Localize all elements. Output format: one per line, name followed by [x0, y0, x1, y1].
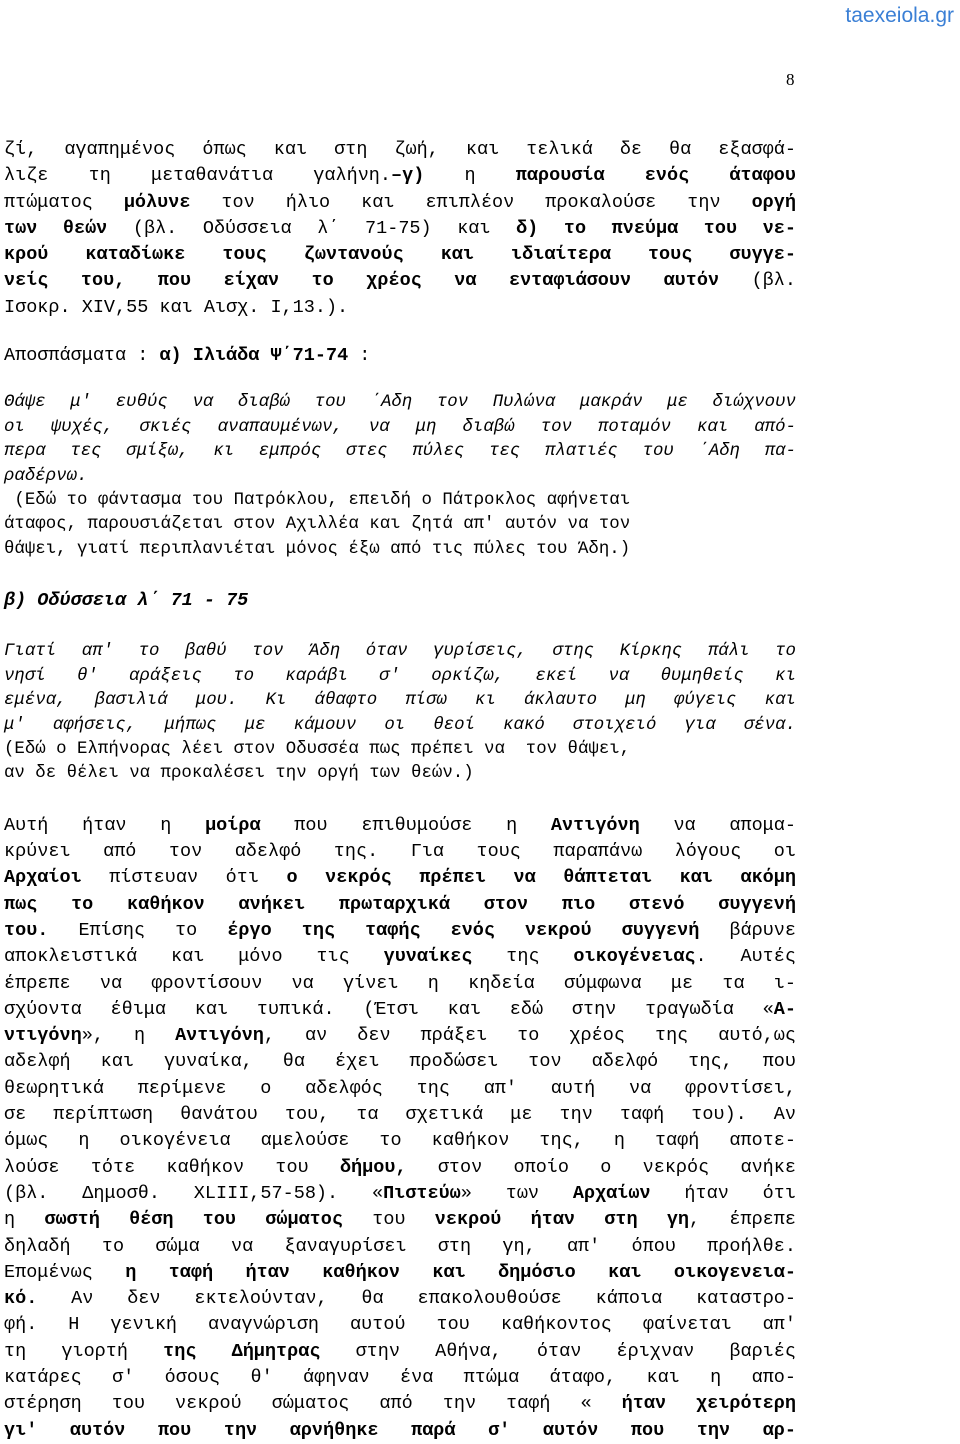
- text-run: μ′ αφήσεις, μήπως με κάμουν οι θεοί κακό στοιχειό για σένα.: [4, 715, 796, 735]
- bold-text: Αντιγόνη: [175, 1025, 264, 1047]
- text-run: :: [348, 345, 371, 367]
- text-run: (Εδώ ο Ελπήνορας λέει στον Οδυσσέα πως πρέπει να τον θάψει,: [4, 739, 631, 759]
- bold-text: Αρχαίων: [572, 1182, 651, 1204]
- bold-text: Αντιγόνη: [550, 814, 640, 836]
- text-run: στον οποίο ο νεκρός ανήκε: [406, 1156, 796, 1178]
- bold-text: ντιγόνη: [4, 1025, 82, 1047]
- text-line: [4, 465, 796, 489]
- text-run: περα τες σμίξω, κι εμπρός στες πύλες τες πλατιές του ΄Αδη πα-: [4, 442, 796, 462]
- text-line: [4, 762, 796, 786]
- text-run: λιζε τη μεταθανάτια γαλήνη.: [4, 165, 391, 187]
- text-line: [4, 1365, 796, 1391]
- text-line: [4, 839, 796, 865]
- text-run: . Αυτές: [695, 946, 796, 968]
- bold-text: οργή: [751, 191, 796, 213]
- text-run: σχύοντα έθιμα και τυπικά. (Έτσι και εδώ στην τραγωδία «: [4, 998, 774, 1020]
- text-run: πτώματος: [4, 191, 124, 213]
- iliad-note: [4, 489, 796, 562]
- text-run: τον ήλιο και επιπλέον προκαλούσε την: [190, 191, 752, 213]
- text-line: [4, 1102, 796, 1128]
- bold-text: νείς του, που είχαν το χρέος να ενταφιάσουν αυτόν: [4, 270, 720, 292]
- text-run: στέρηση του νεκρού σώματος από την ταφή «: [4, 1393, 622, 1415]
- text-run: δηλαδή το σώμα να ξαναγυρίσει στη γη, απ′ όπου προήλθε.: [4, 1235, 796, 1257]
- text-line: [4, 813, 796, 839]
- bold-text: του.: [4, 919, 49, 941]
- text-line: [4, 1128, 796, 1154]
- text-line: [4, 295, 796, 321]
- text-run: η: [424, 165, 516, 187]
- bold-text: –γ): [391, 165, 425, 187]
- odyssey-heading: β) Οδύσσεια λ΄ 71 - 75: [4, 590, 249, 612]
- text-run: πίστευαν ότι: [81, 867, 287, 889]
- text-run: θεωρητικά περίμενε ο αδελφός της απ′ αυτή να φροντίσει,: [4, 1077, 796, 1099]
- text-line: [4, 1076, 796, 1102]
- text-run: αποκλειστικά και μόνο τις: [4, 946, 384, 968]
- text-run: νησί θ' αράξεις το καράβι σ' ορκίζω, εκεί να θυμηθείς κι: [4, 666, 796, 686]
- paragraph-antigone: [4, 813, 796, 1444]
- text-line: [4, 1339, 796, 1365]
- text-run: ζί, αγαπημένος όπως και στη ζωή, και τελικά δε θα εξασφά-: [4, 139, 796, 160]
- text-run: όμως η οικογένεια αμελούσε το καθήκον της, η ταφή αποτε-: [4, 1130, 796, 1152]
- text-run: (βλ. Δημοσθ. XLIII,57-58). «: [4, 1182, 384, 1204]
- bold-text: έργο της ταφής ενός νεκρού συγγενή: [227, 919, 700, 941]
- text-run: Αυτή ήταν η: [4, 814, 206, 836]
- bold-text: παρουσία ενός άταφου: [515, 165, 796, 187]
- text-run: έπρεπε να φροντίσουν να γίνει η κηδεία σύμφωνα με τα ι-: [4, 972, 796, 994]
- text-run: τη γιορτή: [4, 1340, 164, 1362]
- text-line: [4, 1207, 796, 1233]
- text-line: [4, 268, 796, 294]
- bold-text: της Δήμητρας: [163, 1340, 321, 1362]
- page-number: 8: [786, 70, 795, 89]
- text-line: [4, 1234, 796, 1260]
- text-line: [4, 918, 796, 944]
- bold-text: δ) το πνεύμα του νε-: [516, 217, 796, 239]
- text-line: [4, 216, 796, 242]
- text-run: Αποσπάσματα :: [4, 345, 160, 367]
- text-line: [4, 190, 796, 216]
- excerpts-heading: [4, 343, 796, 369]
- paragraph-burial-reasons: [4, 137, 796, 321]
- text-line: [4, 714, 796, 738]
- text-line: [4, 665, 796, 689]
- text-line: [4, 1418, 796, 1444]
- text-run: (βλ.: [719, 270, 796, 292]
- text-run: του: [343, 1209, 435, 1231]
- bold-text: Πιστεύω: [383, 1182, 461, 1204]
- text-run: Επομένως: [4, 1261, 126, 1283]
- text-line: [4, 1023, 796, 1049]
- text-line: [4, 137, 796, 163]
- text-run: λούσε τότε καθήκον του: [4, 1156, 340, 1178]
- bold-text: κό.: [4, 1288, 38, 1310]
- text-run: κρύνει από τον αδελφό της. Για τους παραπάνω λόγους οι: [4, 841, 796, 863]
- text-line: [4, 971, 796, 997]
- text-run: » των: [460, 1182, 573, 1204]
- text-run: », η: [81, 1025, 176, 1047]
- text-line: [4, 538, 796, 562]
- text-line: [4, 689, 796, 713]
- text-run: σε περίπτωση θανάτου του, τα σχετικά με την ταφή του). Αν: [4, 1104, 796, 1126]
- text-run: η: [4, 1209, 45, 1231]
- text-line: [4, 1312, 796, 1338]
- text-run: θάψει, γιατί περιπλανιέται μόνος έξω από τις πύλες του Άδη.): [4, 539, 631, 559]
- text-line: [4, 865, 796, 891]
- text-run: αδελφή και γυναίκα, θα έχει προδώσει τον αδελφό της, που: [4, 1051, 796, 1073]
- bold-text: σωστή θέση του σώματος: [44, 1209, 343, 1231]
- text-run: (βλ. Οδύσσεια λ΄ 71-75) και: [107, 217, 517, 239]
- text-line: [4, 513, 796, 537]
- bold-text: οικογένειας: [573, 946, 696, 968]
- text-run: που επιθυμούσε η: [260, 814, 551, 836]
- text-run: άταφος, παρουσιάζεται στον Αχιλλέα και ζητά απ′ αυτόν να τον: [4, 515, 631, 535]
- bold-text: κρού καταδίωκε τους ζωντανούς και ιδιαίτερα τους συγγε-: [4, 244, 796, 266]
- text-run: εμένα, βασιλιά μου. Κι άθαφτο πίσω κι άκλαυτο μη φύγεις και: [4, 691, 796, 711]
- bold-text: δήμου,: [339, 1156, 407, 1178]
- bold-text: Αρχαίοι: [4, 867, 82, 889]
- bold-text: πως το καθήκον ανήκει πρωταρχικά στον πιο στενό συγγενή: [4, 893, 796, 915]
- text-run: (Εδώ το φάντασμα του Πατρόκλου, επειδή ο Πάτροκλος αφήνεται: [4, 490, 631, 510]
- text-line: [4, 640, 796, 664]
- text-run: αν δε θέλει να προκαλέσει την οργή των θεών.): [4, 764, 474, 784]
- site-watermark: taexeiola.gr: [845, 4, 954, 27]
- text-run: ήταν ότι: [650, 1182, 796, 1204]
- text-run: Γιατί απ' το βαθύ τον Άδη όταν γυρίσεις, στης Κίρκης πάλι το: [4, 642, 796, 662]
- text-run: ραδέρνω.: [4, 466, 88, 486]
- text-run: , αν δεν πράξει το χρέος της αυτό,ως: [263, 1025, 797, 1047]
- text-run: Αν δεν εκτελούνταν, θα επακολουθούσε κάποια καταστρο-: [37, 1288, 796, 1310]
- bold-text: ο νεκρός πρέπει να θάπτεται και ακόμη: [286, 867, 796, 889]
- text-run: Ισοκρ. XIV,55 και Αισχ. Ι,13.).: [4, 296, 349, 318]
- text-line: [4, 892, 796, 918]
- bold-text: μόλυνε: [123, 191, 191, 213]
- bold-text: γυναίκες: [383, 946, 473, 968]
- document-body: [4, 137, 796, 1444]
- text-line: [4, 391, 796, 415]
- text-line: [4, 416, 796, 440]
- text-line: [4, 1391, 796, 1417]
- odyssey-note: [4, 738, 796, 787]
- text-line: [4, 738, 796, 762]
- bold-text: Α-: [773, 998, 796, 1020]
- bold-text: μοίρα: [205, 814, 261, 836]
- text-run: φή. Η γενική αναγνώριση αυτού του καθήκοντος φαίνεται απ′: [4, 1314, 796, 1336]
- text-run: βάρυνε: [699, 919, 797, 941]
- text-run: Επίσης το: [48, 919, 228, 941]
- text-line: [4, 1181, 796, 1207]
- text-line: [4, 489, 796, 513]
- text-run: κατάρες σ′ όσους θ′ άφηναν ένα πτώμα άταφο, και η απο-: [4, 1366, 796, 1388]
- bold-text: των θεών: [4, 217, 108, 239]
- bold-text: γι′ αυτόν που την αρνήθηκε παρά σ′ αυτόν που την αρ-: [4, 1419, 796, 1441]
- text-line: [4, 997, 796, 1023]
- bold-text: νεκρού ήταν στη γη: [434, 1209, 690, 1231]
- bold-text: η ταφή ήταν καθήκον και δημόσιο και οικογενεια-: [125, 1261, 796, 1283]
- text-line: [4, 1286, 796, 1312]
- text-line: [4, 1155, 796, 1181]
- text-line: [4, 1260, 796, 1286]
- iliad-excerpt: [4, 391, 796, 489]
- odyssey-excerpt: [4, 640, 796, 738]
- text-line: [4, 440, 796, 464]
- bold-text: ήταν χειρότερη: [621, 1393, 796, 1415]
- text-run: Θάψε μ′ ευθύς να διαβώ του ΄Αδη τον Πυλώνα μακράν με διώχνουν: [4, 393, 796, 413]
- text-run: να απομα-: [639, 814, 796, 836]
- text-line: [4, 944, 796, 970]
- text-run: , έπρεπε: [689, 1209, 796, 1231]
- text-line: [4, 1049, 796, 1075]
- text-line: [4, 242, 796, 268]
- text-run: της: [472, 946, 574, 968]
- bold-text: α) Ιλιάδα Ψ΄71-74: [159, 345, 349, 367]
- text-line: [4, 163, 796, 189]
- text-run: οι ψυχές, σκιές αναπαυμένων, να μη διαβώ τον ποταμόν και από-: [4, 417, 796, 437]
- text-run: στην Αθήνα, όταν έριχναν βαριές: [320, 1340, 796, 1362]
